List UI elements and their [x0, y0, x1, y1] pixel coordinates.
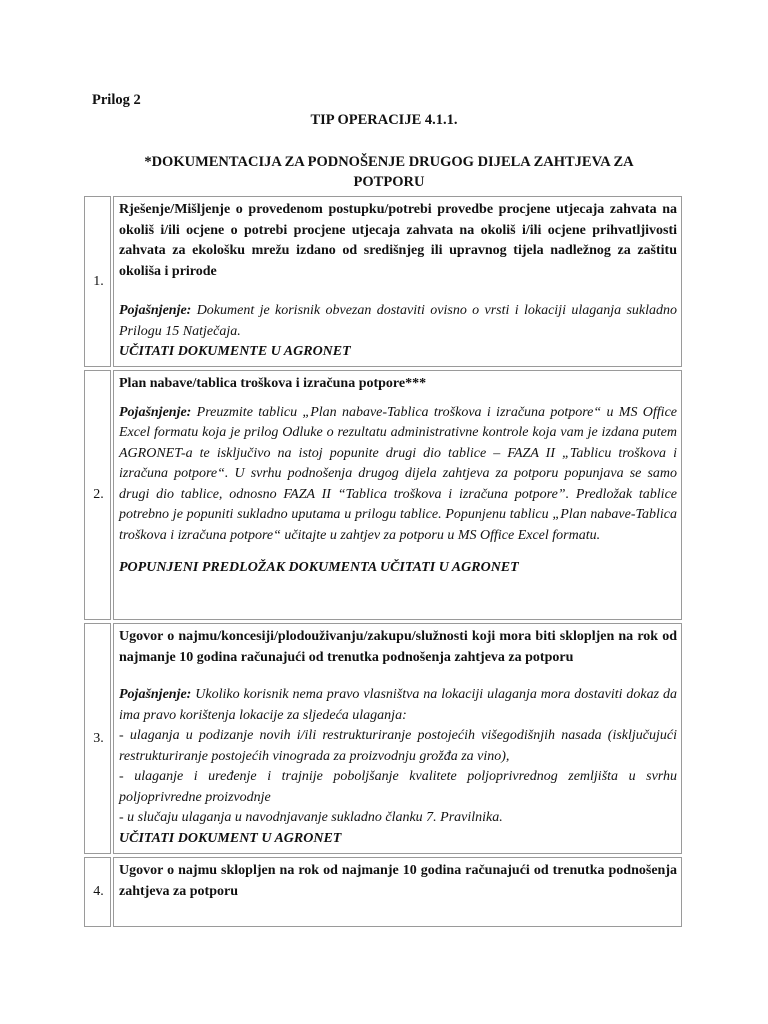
explanation	[119, 301, 677, 342]
explanation-text: Ukoliko korisnik nema pravo vlasništva na lokaciji ulaganja mora dostaviti dokaz da ima pravo korištenja lokacije za sljedeća ulaganja:	[119, 687, 677, 723]
table-row-3	[84, 623, 682, 854]
explanation-bullet: - ulaganja u podizanje novih i/ili restrukturiranje postojećih višegodišnjih nasada (isključujući restrukturiranje postojećih vinograda za proizvodnju grožđa za vino),	[119, 728, 677, 764]
table-row-1	[84, 196, 682, 367]
row-number: 3.	[93, 730, 104, 746]
document-requirement-title: Ugovor o najmu sklopljen na rok od najmanje 10 godina računajući od trenutka podnošenja zahtjeva za potporu	[119, 863, 677, 899]
document-title	[90, 152, 688, 192]
explanation-label: Pojašnjenje:	[119, 404, 192, 420]
document-requirement-title: Rješenje/Mišljenje o provedenom postupku/potrebi provedbe procjene utjecaja zahvata na okoliš i/ili ocjene o potrebi procjene utjecaja zahvata na okoliš i/ili ocjene prihvatljivosti zahvata za ekološku mrežu izdano od središnjeg ili upravnog tijela nadležnog za zaštitu okoliša i prirode	[119, 202, 677, 279]
explanation-bullet: - ulaganje i uređenje i trajnije poboljšanje kvalitete poljoprivrednog zemljišta u svrhu poljoprivredne proizvodnje	[119, 769, 677, 805]
row-content-cell	[113, 370, 682, 620]
row-number-cell	[84, 196, 111, 367]
upload-instruction: POPUNJENI PREDLOŽAK DOKUMENTA UČITATI U AGRONET	[119, 560, 519, 575]
explanation-bullet: - u slučaju ulaganja u navodnjavanje sukladno članku 7. Pravilnika.	[119, 810, 503, 825]
upload-instruction: UČITATI DOKUMENTE U AGRONET	[119, 344, 351, 359]
upload-instruction: UČITATI DOKUMENT U AGRONET	[119, 830, 342, 846]
document-requirement-title: Ugovor o najmu/koncesiji/plodouživanju/zakupu/služnosti koji mora biti sklopljen na rok od najmanje 10 godina računajući od trenutka podnošenja zahtjeva za potporu	[119, 629, 677, 665]
row-number: 2.	[93, 487, 104, 502]
row-number-cell	[84, 857, 111, 927]
prilog-label: Prilog 2	[92, 92, 141, 108]
row-number: 1.	[93, 273, 104, 289]
explanation-label: Pojašnjenje:	[119, 687, 192, 702]
row-number-cell	[84, 623, 111, 854]
row-content-cell	[113, 857, 682, 927]
document-title-line1: *DOKUMENTACIJA ZA PODNOŠENJE DRUGOG DIJELA ZAHTJEVA ZA	[144, 154, 634, 170]
explanation-text: Dokument je korisnik obvezan dostaviti ovisno o vrsti i lokaciji ulaganja sukladno Prilogu 15 Natječaja.	[119, 303, 677, 339]
table-row-4	[84, 857, 682, 927]
row-number: 4.	[93, 884, 104, 899]
operation-type-heading: TIP OPERACIJE 4.1.1.	[310, 112, 458, 128]
document-title-line2: POTPORU	[353, 174, 425, 190]
explanation	[119, 403, 677, 547]
table-row-2	[84, 370, 682, 620]
explanation	[119, 685, 677, 726]
explanation-label: Pojašnjenje:	[119, 303, 192, 318]
explanation-text: Preuzmite tablicu „Plan nabave-Tablica troškova i izračuna potpore“ u MS Office Excel formatu koja je prilog Odluke o rezultatu administrativne kontrole koja vam je izdana putem AGRONET-a te isključivo na istoj popunite drugi dio tablice – FAZA II „Tablicu troškova i izračuna potpore“. U svrhu podnošenja drugog dijela zahtjeva za potporu popunjava se samo drugi dio tablice, odnosno FAZA II “Tablica troškova i izračuna potpore”. Predložak tablice potrebno je popuniti sukladno uputama u prilogu tablice. Popunjenu tablicu „Plan nabave-Tablica troškova i izračuna potpore“ učitajte u zahtjev za potporu u MS Office Excel formatu.	[119, 404, 677, 543]
row-content-cell	[113, 623, 682, 854]
row-content-cell	[113, 196, 682, 367]
document-requirement-title: Plan nabave/tablica troškova i izračuna potpore***	[119, 376, 427, 391]
row-number-cell	[84, 370, 111, 620]
